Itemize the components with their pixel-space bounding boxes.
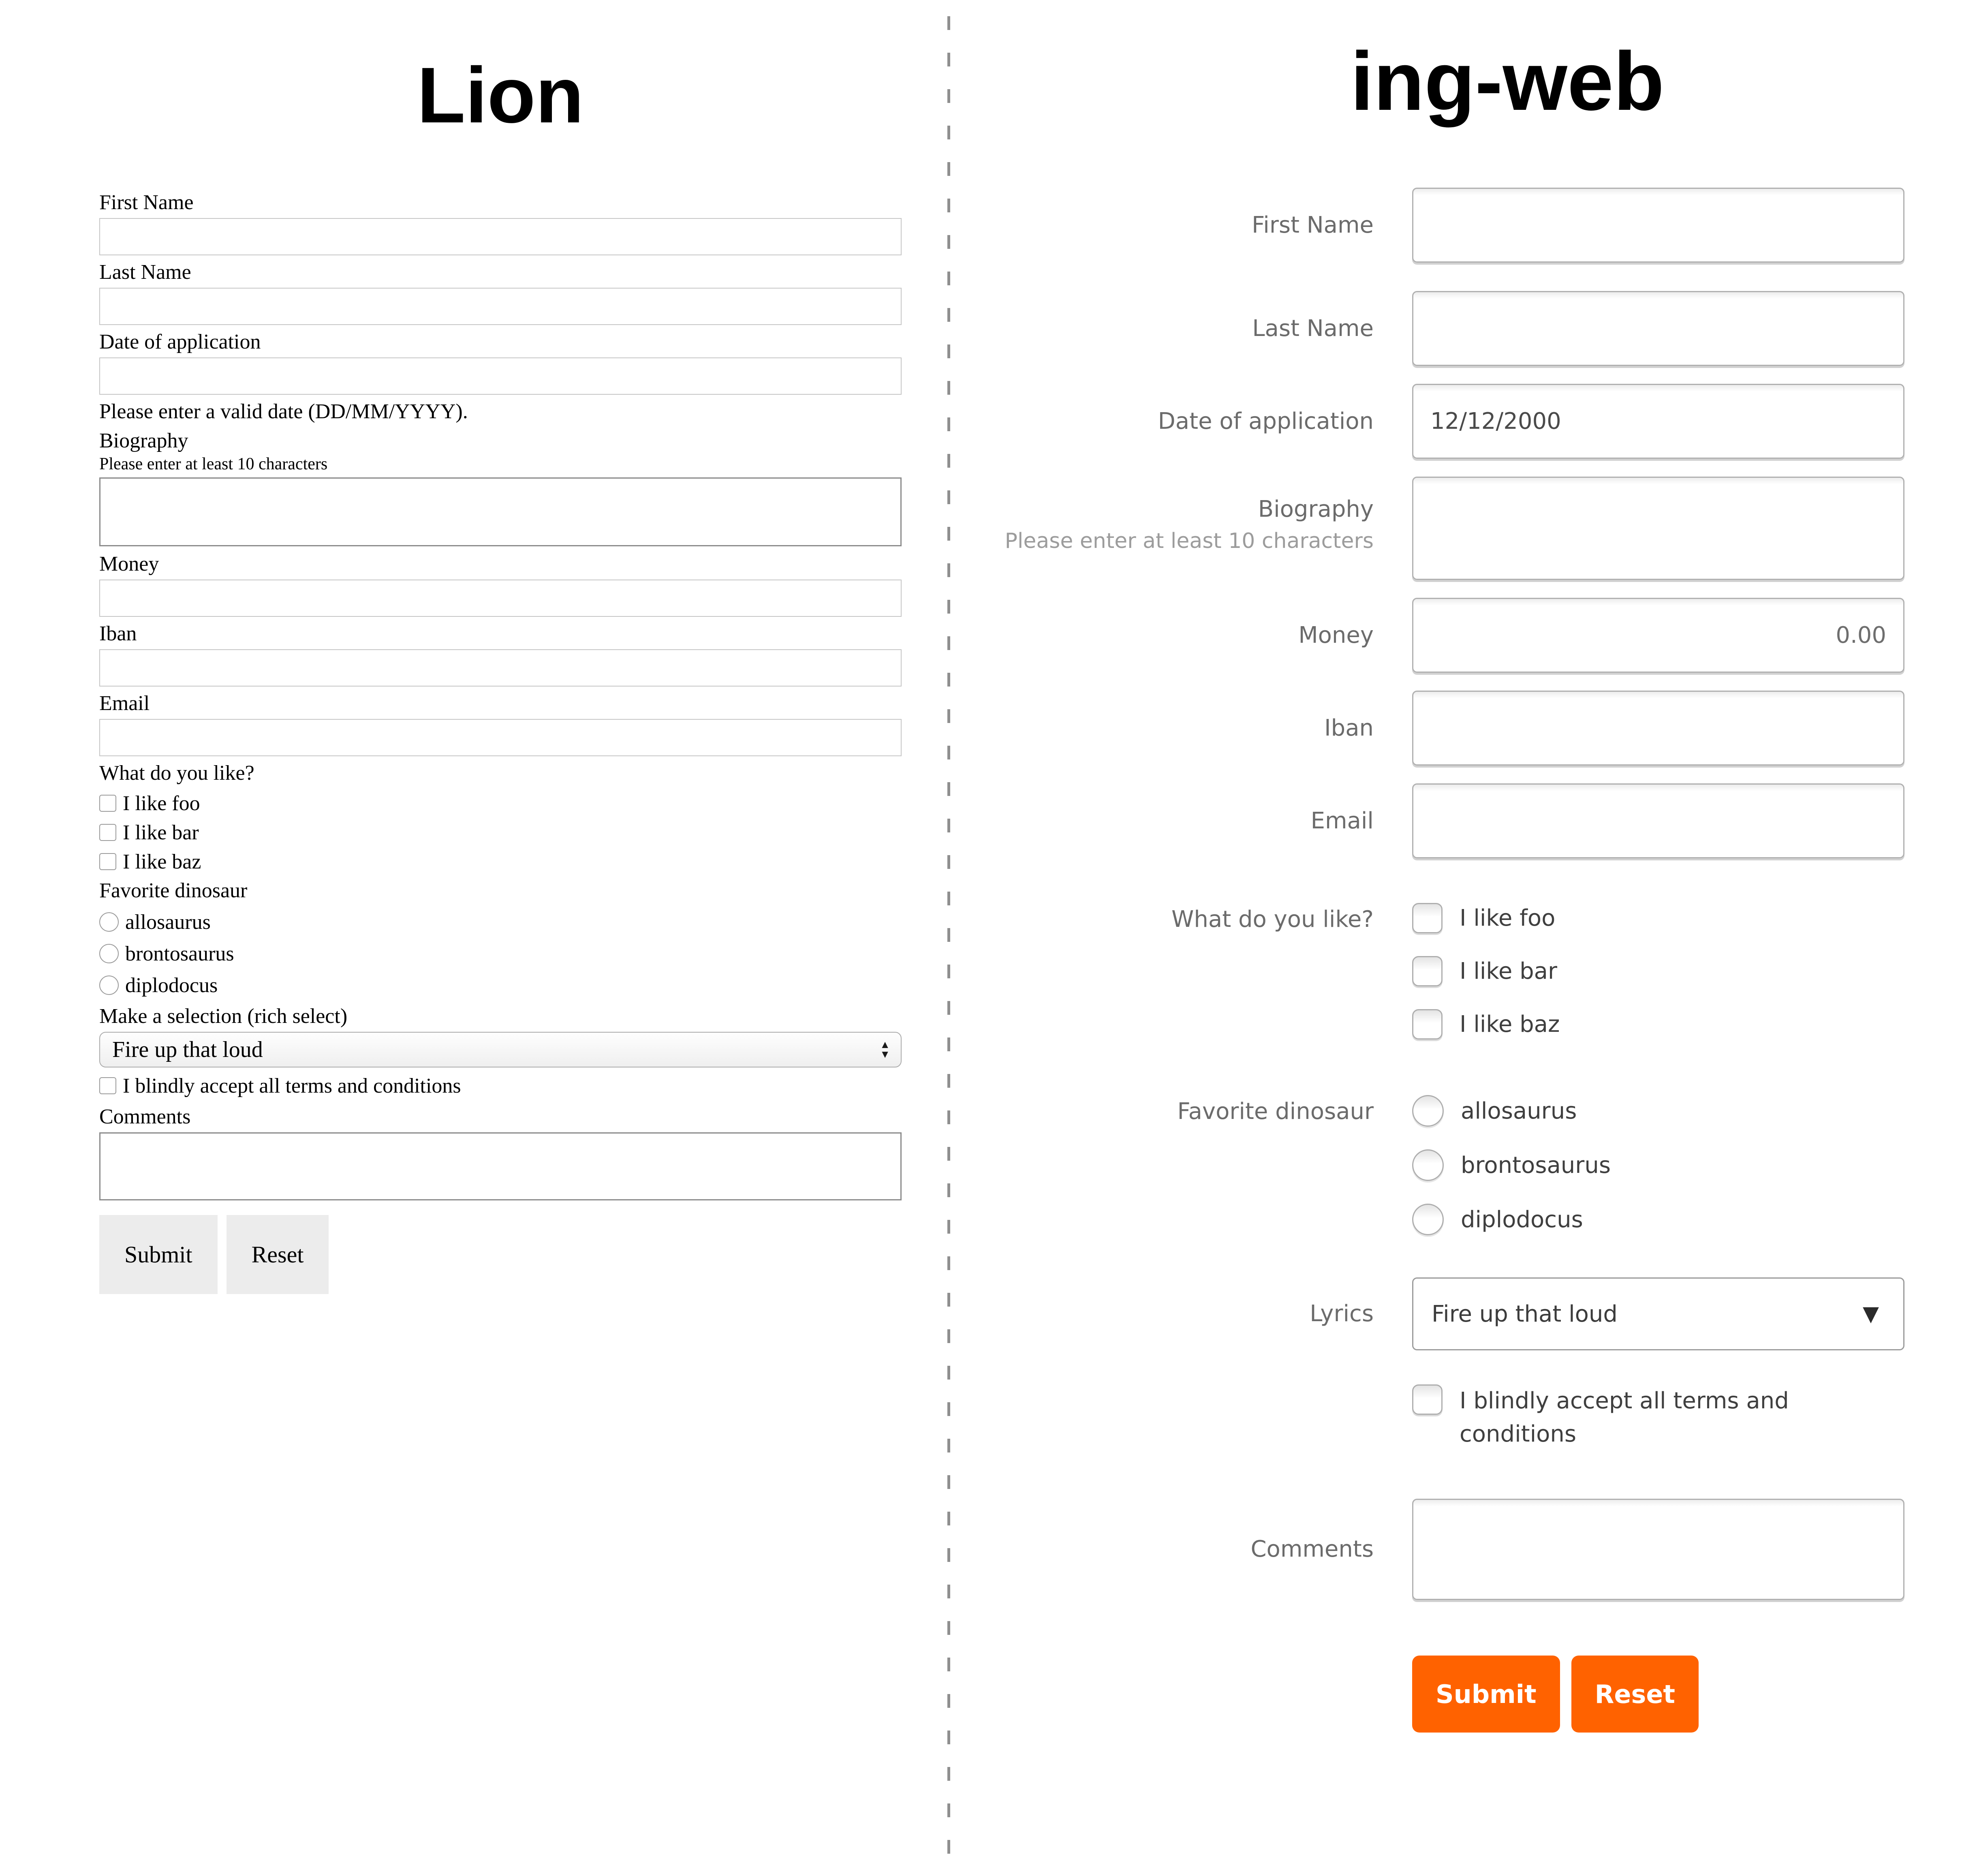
money-label: Money	[1298, 622, 1374, 648]
column-divider	[947, 16, 950, 1856]
first-name-input[interactable]	[99, 218, 902, 255]
comments-textarea[interactable]	[99, 1132, 902, 1200]
accept-terms-option[interactable]	[1412, 1384, 1904, 1451]
checkbox-foo-label: I like foo	[1460, 905, 1556, 931]
comments-row	[993, 1499, 1904, 1600]
first-name-label: First Name	[1252, 212, 1374, 238]
radio-brontosaurus-label: brontosaurus	[1461, 1152, 1611, 1179]
last-name-row	[993, 291, 1904, 366]
lion-form	[99, 53, 902, 1294]
lion-buttons	[99, 1215, 902, 1294]
radio-allosaurus-label: allosaurus	[125, 910, 211, 934]
dinosaur-label: Favorite dinosaur	[1177, 1098, 1374, 1125]
radio-brontosaurus[interactable]	[99, 944, 119, 963]
money-row	[993, 598, 1904, 673]
likes-group	[993, 903, 1904, 1040]
email-label: Email	[1310, 807, 1374, 834]
rich-select-value: Fire up that loud	[112, 1037, 263, 1062]
first-name-label: First Name	[99, 191, 194, 214]
select-stepper-icon: ▲ ▼	[880, 1039, 890, 1060]
accept-terms-row	[993, 1384, 1904, 1451]
money-input[interactable]	[99, 580, 902, 617]
biography-helper-text: Please enter at least 10 characters	[99, 455, 328, 473]
checkbox-row-foo[interactable]	[99, 789, 902, 818]
reset-button[interactable]: Reset	[227, 1215, 329, 1294]
accept-terms-checkbox[interactable]	[1412, 1384, 1443, 1415]
biography-helper-text: Please enter at least 10 characters	[1005, 529, 1374, 553]
date-of-application-input[interactable]	[99, 357, 902, 395]
buttons-row	[993, 1656, 1904, 1733]
checkbox-bar-label: I like bar	[123, 821, 199, 844]
date-row	[993, 384, 1904, 459]
checkbox-foo-label: I like foo	[123, 791, 200, 815]
rich-select-label: Make a selection (rich select)	[99, 1005, 348, 1028]
iban-label: Iban	[1324, 714, 1374, 741]
email-input[interactable]	[99, 719, 902, 756]
checkbox-foo[interactable]	[99, 795, 116, 812]
radio-allosaurus-label: allosaurus	[1461, 1097, 1577, 1124]
comments-label: Comments	[99, 1105, 191, 1128]
accept-terms-label: I blindly accept all terms and conditions	[123, 1074, 461, 1097]
radio-diplodocus[interactable]	[99, 975, 119, 995]
radio-diplodocus-label: diplodocus	[125, 973, 218, 997]
money-label: Money	[99, 552, 159, 575]
last-name-input[interactable]	[1412, 291, 1904, 366]
date-helper-text: Please enter a valid date (DD/MM/YYYY).	[99, 400, 468, 423]
iban-input[interactable]	[1412, 691, 1904, 766]
biography-textarea[interactable]	[1412, 477, 1904, 580]
ing-web-title: ing-web	[1350, 35, 1665, 128]
first-name-input[interactable]	[1412, 188, 1904, 263]
email-row	[993, 783, 1904, 858]
radio-diplodocus[interactable]	[1412, 1204, 1444, 1235]
radio-brontosaurus-label: brontosaurus	[125, 942, 234, 965]
checkbox-bar[interactable]	[1412, 956, 1443, 986]
date-of-application-label: Date of application	[99, 330, 261, 353]
ing-web-form	[993, 35, 1904, 1750]
dropdown-arrow-icon: ▼	[1863, 1302, 1879, 1326]
accept-terms-row[interactable]	[99, 1074, 902, 1097]
accept-terms-label: I blindly accept all terms and conditions	[1460, 1388, 1789, 1447]
accept-terms-checkbox[interactable]	[99, 1077, 116, 1094]
lyrics-select-value: Fire up that loud	[1432, 1301, 1618, 1327]
comments-label: Comments	[1250, 1536, 1374, 1562]
lyrics-select[interactable]	[1412, 1277, 1904, 1350]
iban-label: Iban	[99, 622, 137, 645]
lion-title: Lion	[417, 51, 584, 139]
email-label: Email	[99, 692, 150, 715]
checkbox-row-bar[interactable]	[99, 818, 902, 847]
checkbox-row-baz[interactable]	[99, 847, 902, 876]
iban-row	[993, 691, 1904, 766]
date-of-application-label: Date of application	[1158, 408, 1374, 434]
biography-textarea[interactable]	[99, 477, 902, 546]
radio-row-brontosaurus[interactable]	[99, 938, 902, 969]
rich-select[interactable]	[99, 1032, 902, 1067]
first-name-row	[993, 188, 1904, 263]
dinosaur-group	[993, 1095, 1904, 1235]
radio-diplodocus-label: diplodocus	[1461, 1206, 1583, 1233]
money-input[interactable]	[1412, 598, 1904, 673]
checkbox-row-bar[interactable]	[1412, 956, 1904, 986]
radio-row-allosaurus[interactable]	[1412, 1095, 1904, 1127]
radio-allosaurus[interactable]	[99, 912, 119, 932]
submit-button[interactable]: Submit	[1412, 1656, 1560, 1733]
checkbox-baz[interactable]	[99, 853, 116, 870]
checkbox-row-baz[interactable]	[1412, 1009, 1904, 1040]
last-name-input[interactable]	[99, 288, 902, 325]
lyrics-label: Lyrics	[1310, 1301, 1374, 1327]
reset-button[interactable]: Reset	[1571, 1656, 1699, 1733]
radio-allosaurus[interactable]	[1412, 1095, 1444, 1127]
checkbox-baz[interactable]	[1412, 1009, 1443, 1040]
radio-row-diplodocus[interactable]	[99, 969, 902, 1001]
likes-question-label: What do you like?	[99, 762, 254, 785]
lyrics-row	[993, 1277, 1904, 1350]
iban-input[interactable]	[99, 649, 902, 687]
dinosaur-label: Favorite dinosaur	[99, 879, 248, 902]
checkbox-row-foo[interactable]	[1412, 903, 1904, 933]
checkbox-bar[interactable]	[99, 824, 116, 841]
biography-label: Biography	[1258, 496, 1374, 522]
checkbox-baz-label: I like baz	[123, 850, 201, 873]
likes-question-label: What do you like?	[1171, 906, 1374, 933]
radio-row-allosaurus[interactable]	[99, 906, 902, 938]
radio-brontosaurus[interactable]	[1412, 1149, 1444, 1181]
checkbox-baz-label: I like baz	[1460, 1011, 1560, 1037]
last-name-label: Last Name	[99, 261, 191, 284]
checkbox-bar-label: I like bar	[1460, 958, 1558, 984]
date-of-application-input[interactable]	[1412, 384, 1904, 459]
email-input[interactable]	[1412, 783, 1904, 858]
submit-button[interactable]: Submit	[99, 1215, 218, 1294]
biography-row	[993, 477, 1904, 580]
last-name-label: Last Name	[1252, 315, 1374, 342]
radio-row-brontosaurus[interactable]	[1412, 1149, 1904, 1181]
radio-row-diplodocus[interactable]	[1412, 1204, 1904, 1235]
checkbox-foo[interactable]	[1412, 903, 1443, 933]
comments-textarea[interactable]	[1412, 1499, 1904, 1600]
biography-label: Biography	[99, 429, 188, 452]
